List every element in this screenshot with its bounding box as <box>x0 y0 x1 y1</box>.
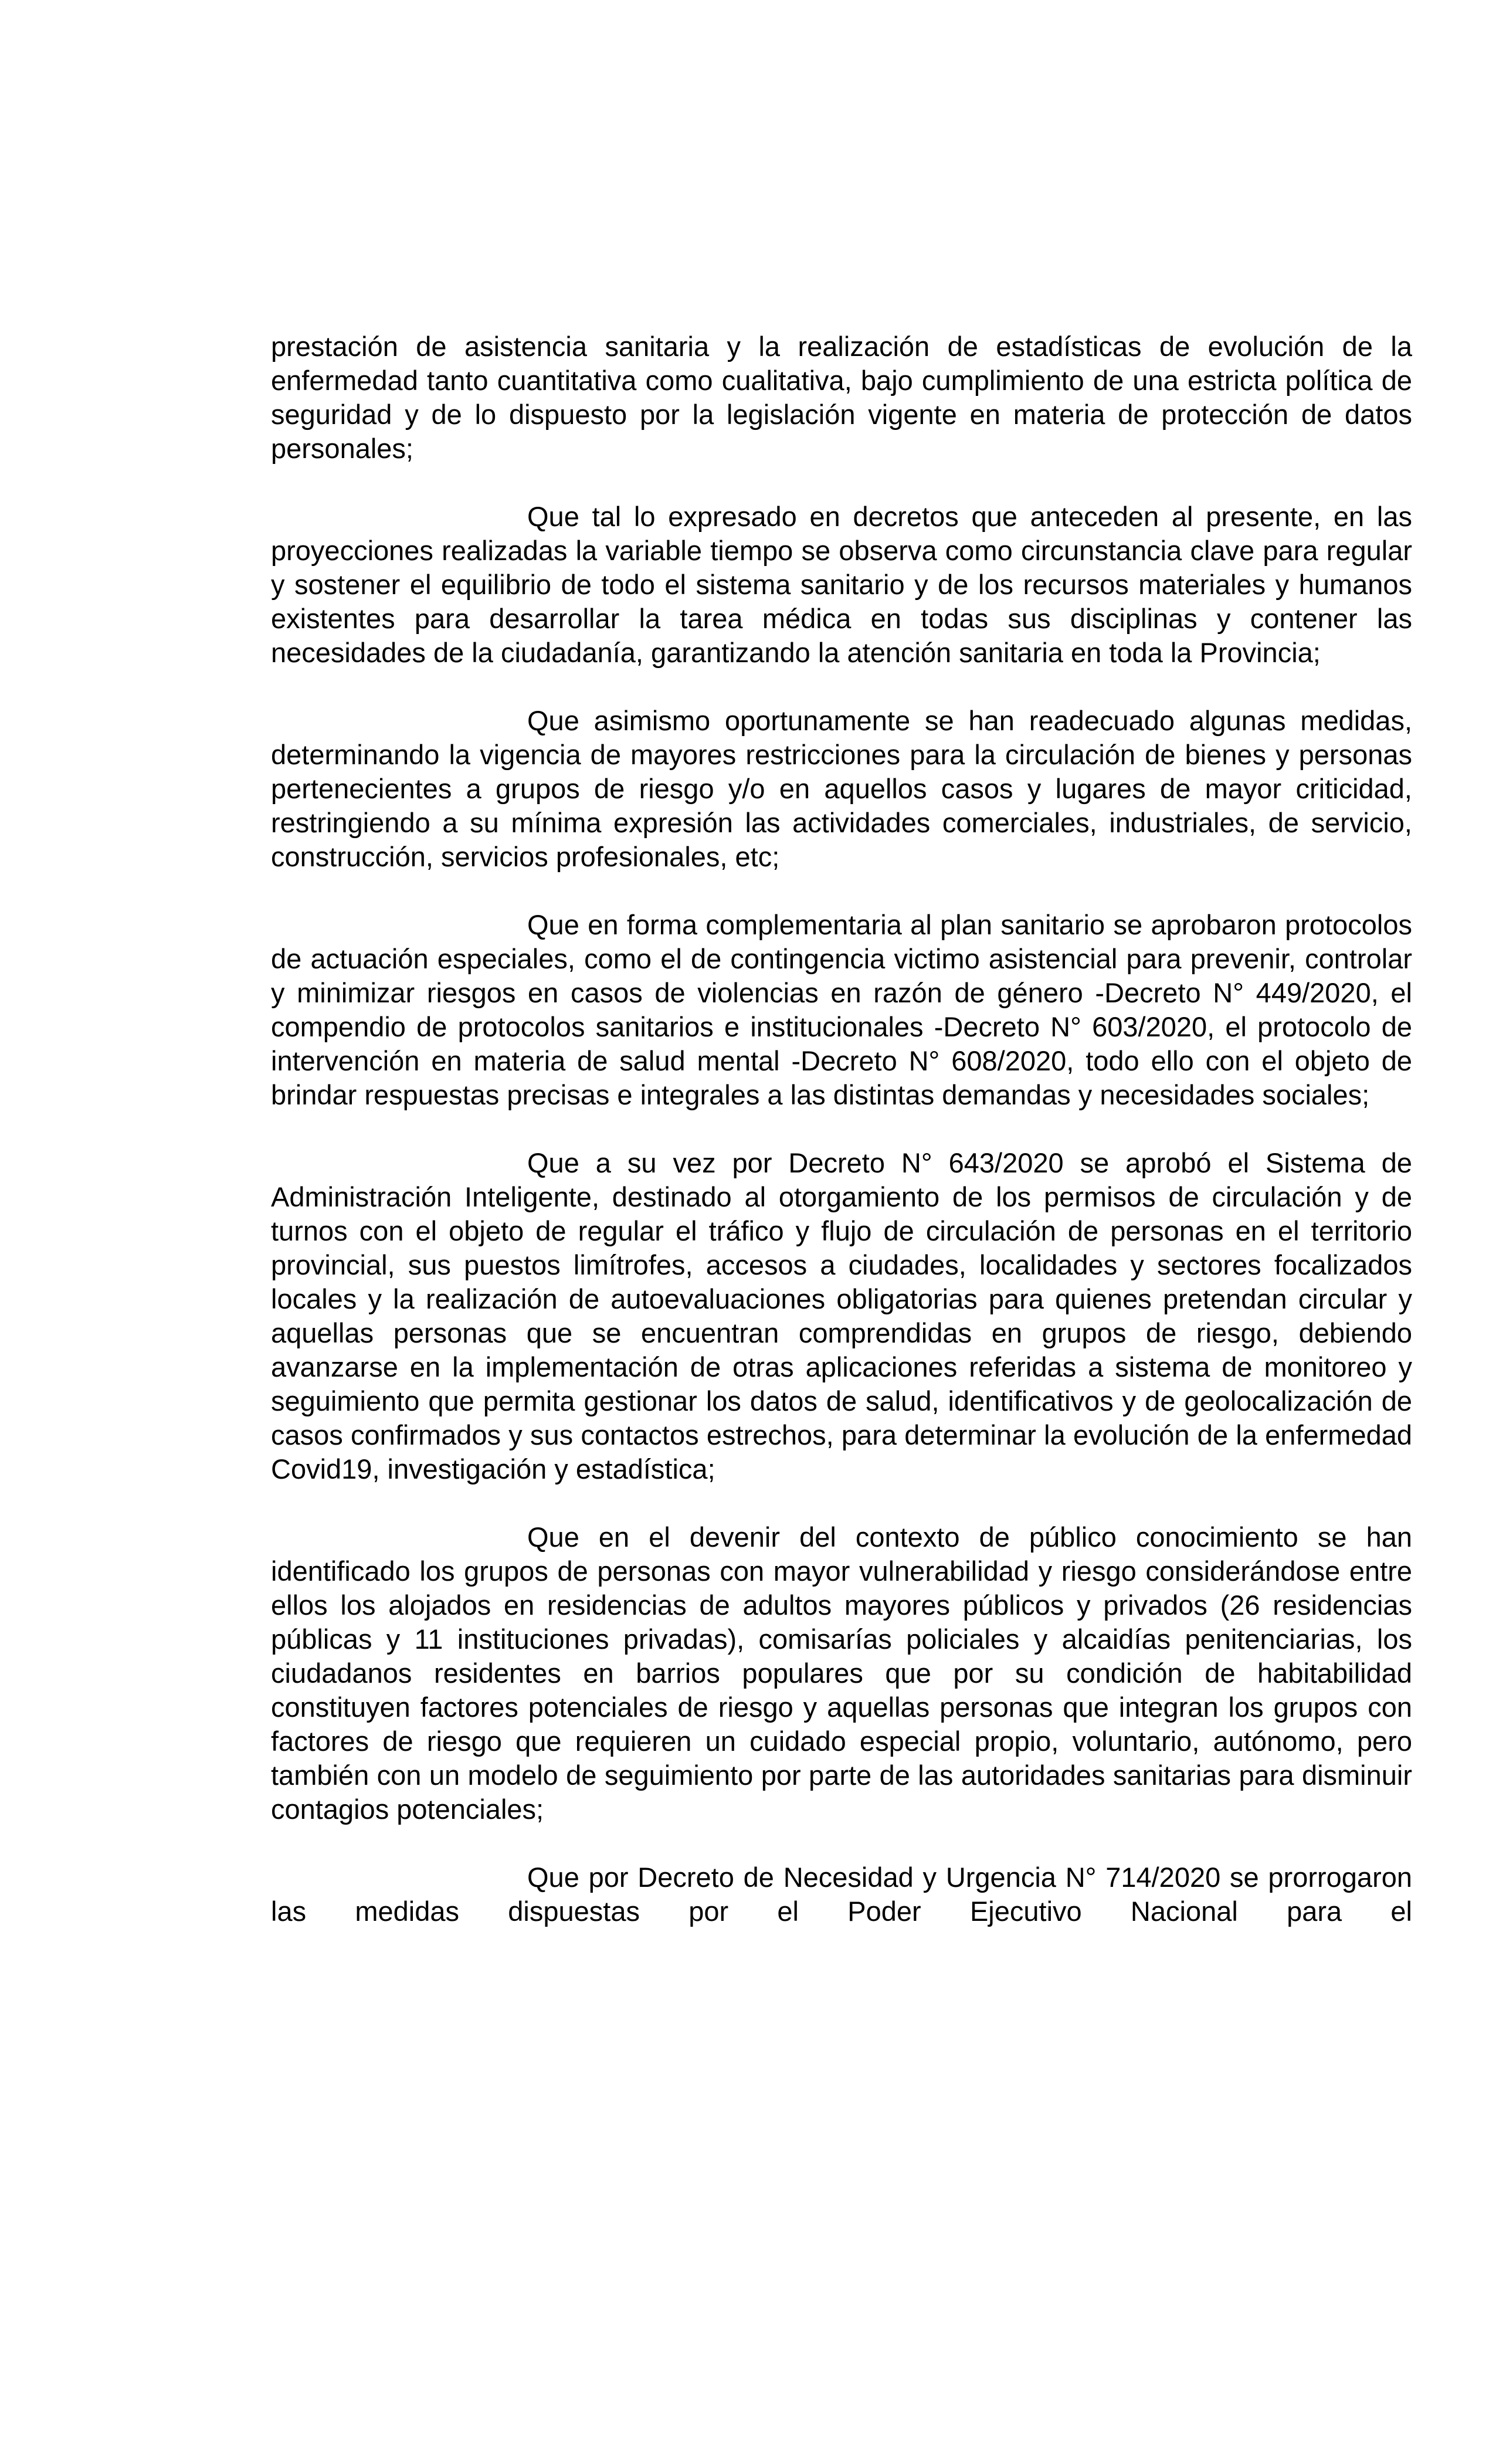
paragraph-vulnerable-groups: Que en el devenir del contexto de público conocimiento se han identificado los grupos de personas con mayor vulnerabilidad y riesgo considerándose entre ellos los alojados en residencias de adultos mayores públicos y privados (26 residencias públicas y 11 instituciones privadas), comisarías policiales y alcaidías penitenciarias, los ciudadanos residentes en barrios populares que por su condición de habitabilidad constituyen factores potenciales de riesgo y aquellas personas que integran los grupos con factores de riesgo que requieren un cuidado especial propio, voluntario, autónomo, pero también con un modelo de seguimiento por parte de las autoridades sanitarias para disminuir contagios potenciales; <box>271 1521 1412 1825</box>
paragraph-time-variable: Que tal lo expresado en decretos que anteceden al presente, en las proyecciones realizadas la variable tiempo se observa como circunstancia clave para regular y sostener el equilibrio de todo el sistema sanitario y de los recursos materiales y humanos existentes para desarrollar la tarea médica en todas sus disciplinas y contener las necesidades de la ciudadanía, garantizando la atención sanitaria en toda la Provincia; <box>271 501 1412 668</box>
paragraph-decree-714: Que por Decreto de Necesidad y Urgencia N° 714/2020 se prorrogaron las medidas dispuestas por el Poder Ejecutivo Nacional para el <box>271 1862 1412 1927</box>
paragraph-restrictions: Que asimismo oportunamente se han readecuado algunas medidas, determinando la vigencia de mayores restricciones para la circulación de bienes y personas pertenecientes a grupos de riesgo y/o en aquellos casos y lugares de mayor criticidad, restringiendo a su mínima expresión las actividades comerciales, industriales, de servicio, construcción, servicios profesionales, etc; <box>271 705 1412 872</box>
document-body <box>271 330 1412 1929</box>
paragraph-protocols: Que en forma complementaria al plan sanitario se aprobaron protocolos de actuación especiales, como el de contingencia victimo asistencial para prevenir, controlar y minimizar riesgos en casos de violencias en razón de género -Decreto N° 449/2020, el compendio de protocolos sanitarios e institucionales -Decreto N° 603/2020, el protocolo de intervención en materia de salud mental -Decreto N° 608/2020, todo ello con el objeto de brindar respuestas precisas e integrales a las distintas demandas y necesidades sociales; <box>271 909 1412 1110</box>
paragraph-intelligent-system: Que a su vez por Decreto N° 643/2020 se aprobó el Sistema de Administración Inteligente, destinado al otorgamiento de los permisos de circulación y de turnos con el objeto de regular el tráfico y flujo de circulación de personas en el territorio provincial, sus puestos limítrofes, accesos a ciudades, localidades y sectores focalizados locales y la realización de autoevaluaciones obligatorias para quienes pretendan circular y aquellas personas que se encuentran comprendidas en grupos de riesgo, debiendo avanzarse en la implementación de otras aplicaciones referidas a sistema de monitoreo y seguimiento que permita gestionar los datos de salud, identificativos y de geolocalización de casos confirmados y sus contactos estrechos, para determinar la evolución de la enfermedad Covid19, investigación y estadística; <box>271 1147 1412 1484</box>
paragraph-continuation: prestación de asistencia sanitaria y la realización de estadísticas de evolución de la enfermedad tanto cuantitativa como cualitativa, bajo cumplimiento de una estricta política de seguridad y de lo dispuesto por la legislación vigente en materia de protección de datos personales; <box>271 331 1412 464</box>
